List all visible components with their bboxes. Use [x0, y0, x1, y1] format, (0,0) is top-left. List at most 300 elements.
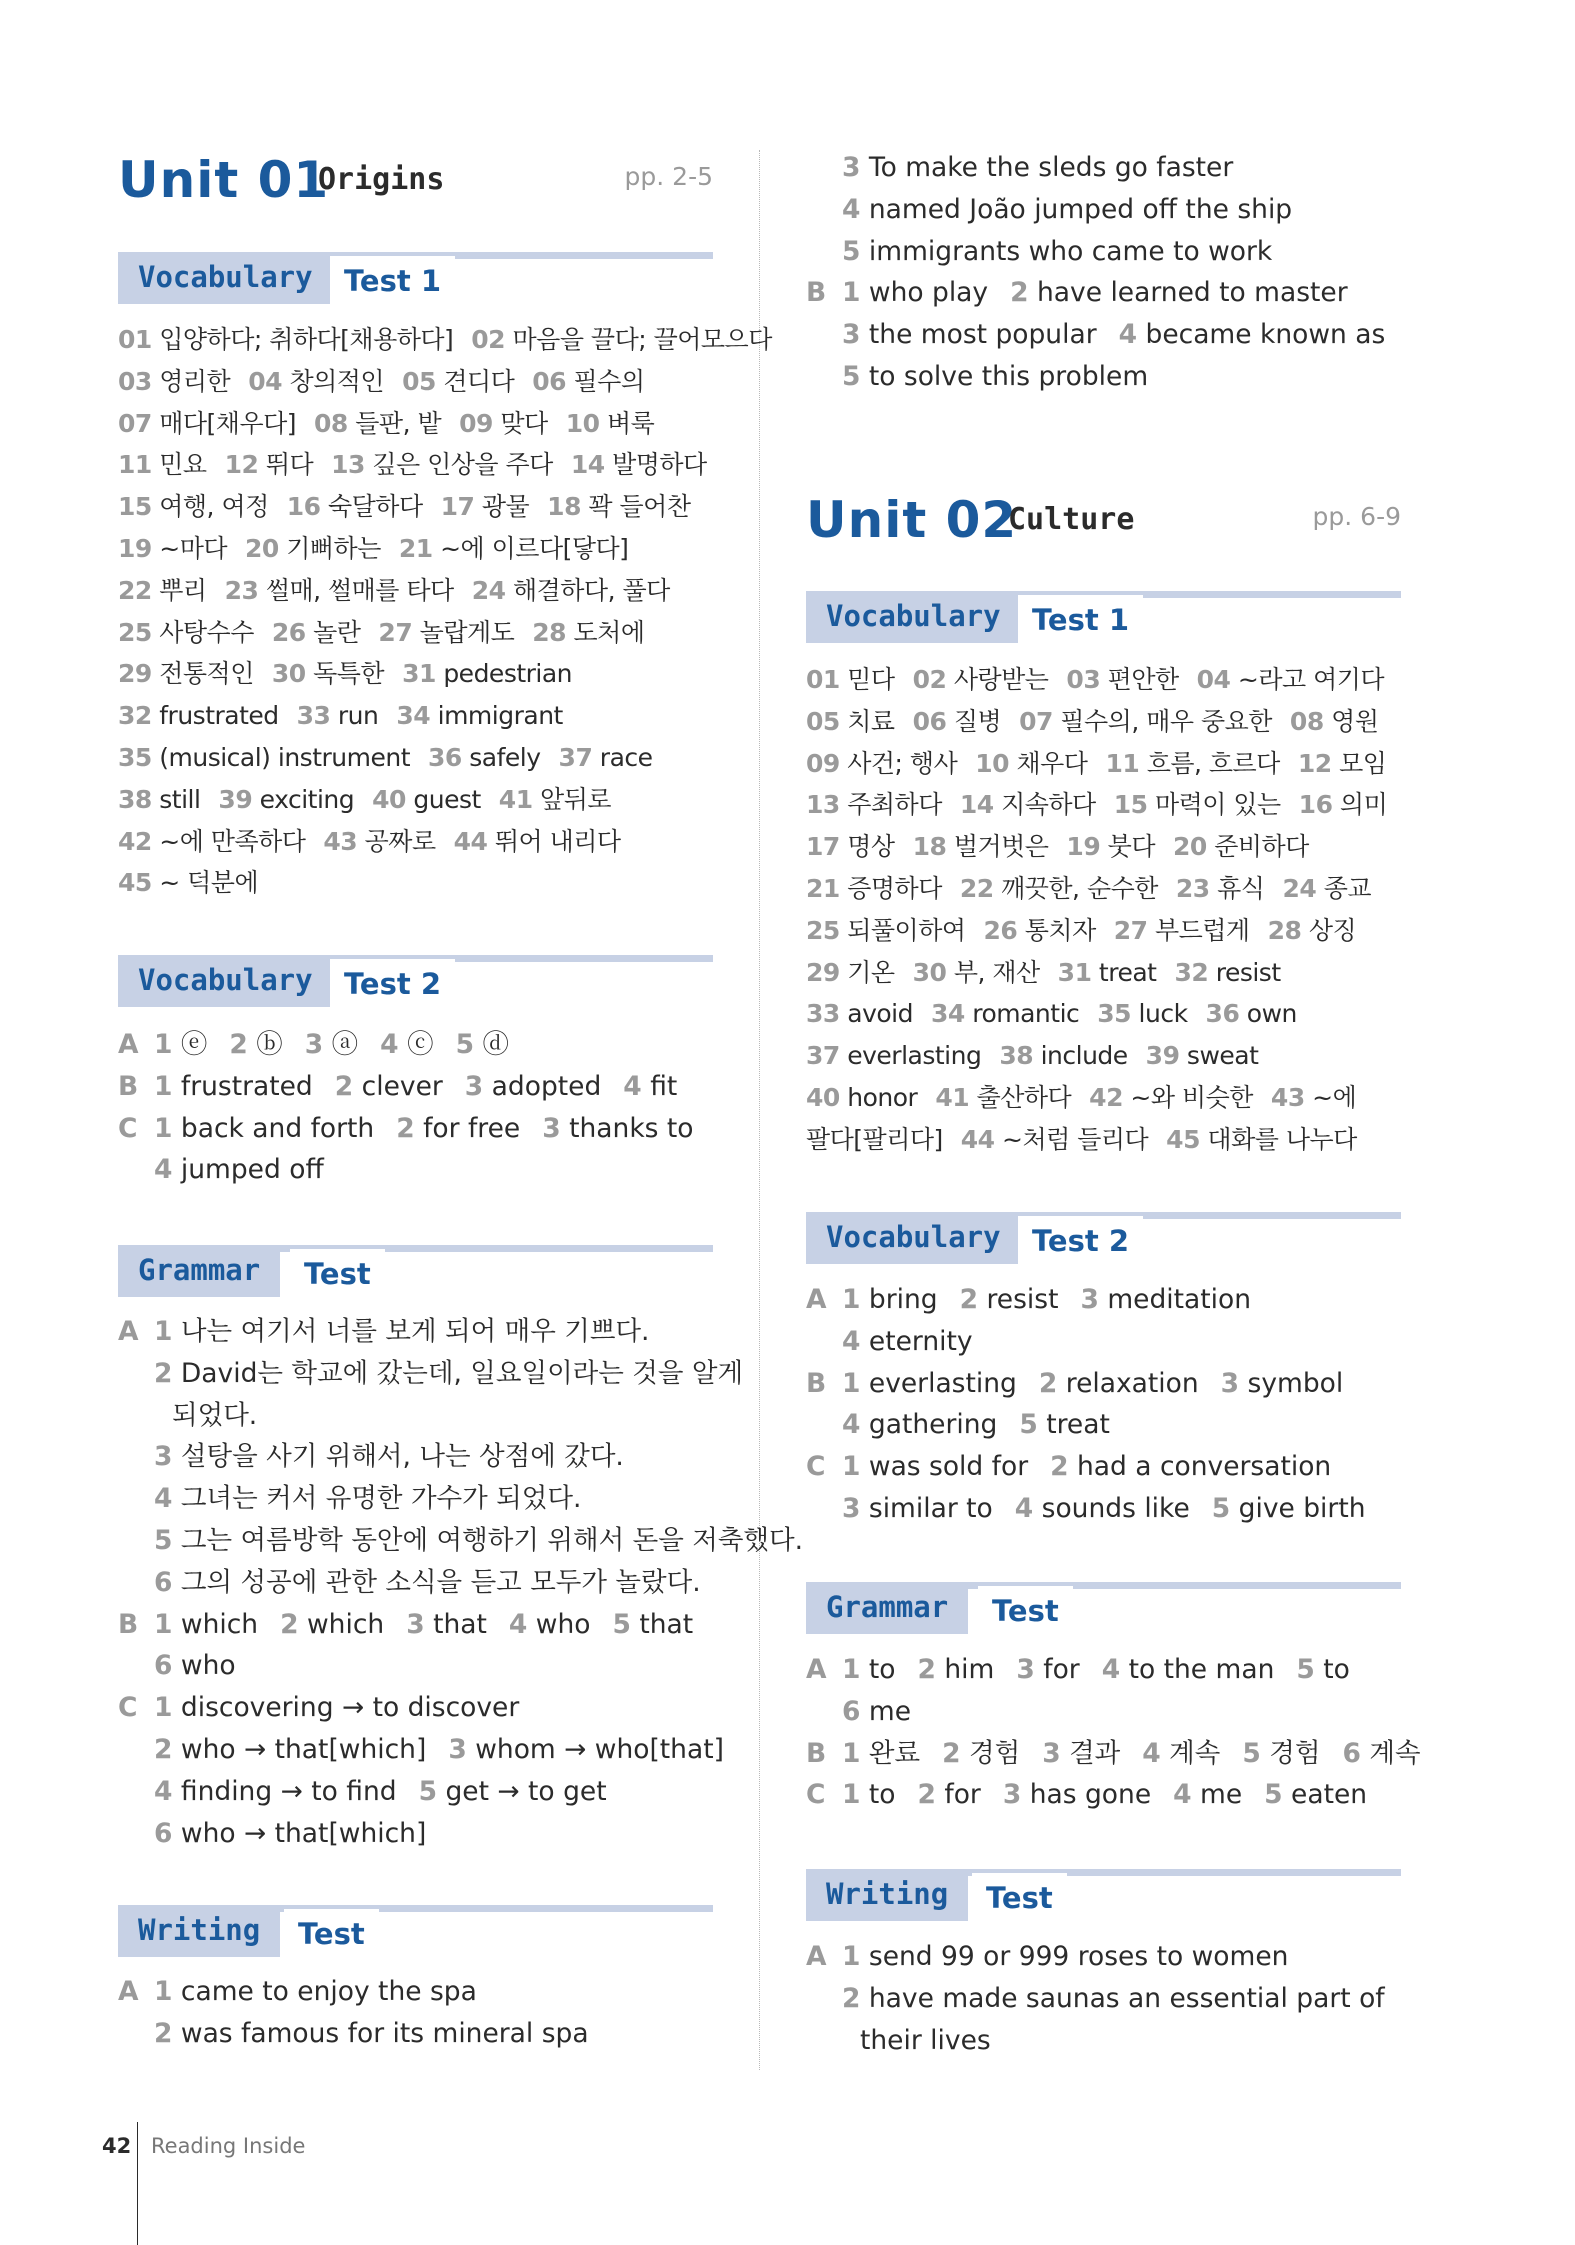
answer-line — [806, 993, 1406, 1035]
item-text: everlasting — [868, 1367, 1017, 1399]
item-text: adopted — [491, 1070, 602, 1102]
answer-list — [118, 1311, 804, 1854]
item-text: treat — [1046, 1409, 1110, 1441]
unit-title: Unit 02 — [806, 491, 1018, 549]
answer-item — [335, 1071, 443, 1102]
answer-line — [806, 231, 1406, 273]
answer-item — [1097, 999, 1187, 1028]
item-number: 5 — [842, 235, 861, 267]
item-text: still — [159, 784, 201, 814]
answer-item — [960, 874, 1158, 903]
item-number: 43 — [323, 826, 358, 856]
item-text: 질병 — [953, 706, 1002, 736]
answer-line — [806, 826, 1406, 868]
answer-item — [806, 958, 895, 987]
item-text: ~라고 여기다 — [1237, 665, 1385, 694]
answer-item — [118, 409, 296, 438]
item-text: everlasting — [847, 1041, 982, 1071]
answer-item — [842, 1326, 973, 1357]
item-text: 썰매, 썰매를 타다 — [265, 575, 454, 605]
answer-item — [248, 367, 384, 396]
item-number: 5 — [455, 1029, 475, 1060]
item-number: 2 — [1038, 1367, 1058, 1399]
answer-item — [1290, 707, 1379, 736]
answer-line — [118, 1353, 744, 1395]
answer-item — [154, 1692, 519, 1723]
section-letter: C — [118, 1692, 138, 1724]
answer-item — [532, 367, 644, 396]
answer-item — [154, 1567, 701, 1598]
answer-list — [118, 1024, 718, 1191]
answer-item — [1089, 1083, 1253, 1112]
item-number: 2 — [917, 1779, 936, 1811]
answer-item — [509, 1609, 591, 1640]
answer-item — [1142, 1738, 1220, 1769]
item-number: 39 — [218, 784, 253, 814]
answer-line — [806, 952, 1406, 994]
answer-item — [454, 827, 621, 856]
section-label: Vocabulary — [806, 1212, 1021, 1264]
section-letter: C — [806, 1451, 826, 1483]
item-number: 6 — [154, 1817, 173, 1849]
answer-line — [806, 1488, 1406, 1530]
item-text: 흐름, 흐르다 — [1146, 748, 1280, 778]
unit-header — [806, 490, 1401, 560]
unit-header — [118, 150, 713, 220]
item-number: 4 — [842, 193, 861, 225]
item-number: 19 — [118, 533, 152, 563]
item-text: 출산하다 — [976, 1082, 1072, 1112]
item-text: guest — [413, 784, 481, 814]
answer-item — [806, 999, 913, 1028]
answer-item — [396, 701, 562, 730]
answer-line — [118, 1562, 718, 1604]
item-text: 계속 — [1369, 1737, 1421, 1769]
section-label: Writing — [806, 1869, 968, 1921]
item-number: 12 — [1297, 748, 1332, 778]
item-number: 04 — [248, 366, 282, 396]
item-text: was famous for its mineral spa — [180, 2017, 589, 2049]
answer-item — [842, 1941, 1288, 1972]
answer-item — [1015, 1493, 1190, 1524]
item-number: 11 — [118, 450, 152, 480]
item-number: 36 — [428, 742, 462, 772]
answer-item — [118, 785, 200, 814]
item-text: resist — [1215, 957, 1281, 987]
answer-item — [154, 1776, 397, 1807]
item-text: 사탕수수 — [159, 617, 254, 647]
item-number: 12 — [224, 450, 259, 480]
answer-item — [842, 1983, 1385, 2014]
item-text: fit — [650, 1070, 678, 1102]
item-text: 숙달하다 — [328, 492, 423, 522]
item-text: the most popular — [868, 319, 1097, 351]
answer-item — [118, 534, 227, 563]
item-text: ⓒ — [407, 1029, 434, 1060]
answer-line — [806, 1035, 1406, 1077]
item-text: 발명하다 — [612, 450, 707, 480]
item-number: 1 — [154, 1976, 173, 2007]
item-text: 준비하다 — [1214, 832, 1309, 862]
answer-item — [806, 916, 966, 945]
answer-line — [118, 1436, 718, 1478]
item-text: 기온 — [847, 957, 895, 987]
answer-line — [806, 272, 1406, 314]
item-number: 15 — [1113, 790, 1148, 820]
item-text: frustrated — [159, 701, 279, 731]
answer-item — [280, 1609, 384, 1640]
item-number: 10 — [975, 748, 1010, 778]
item-text: 경험 — [1269, 1737, 1321, 1769]
item-number: 09 — [459, 408, 493, 438]
answer-item — [154, 1818, 426, 1849]
item-text: 사건; 행사 — [847, 748, 958, 778]
item-number: 14 — [959, 790, 994, 820]
section-label: Writing — [118, 1905, 280, 1957]
answer-item — [1114, 916, 1250, 945]
item-text: 믿다 — [847, 665, 895, 694]
answer-item — [806, 1083, 917, 1112]
unit-subtitle: Origins — [318, 162, 445, 197]
answer-item — [456, 1029, 509, 1060]
answer-item — [1298, 749, 1387, 778]
answer-item — [1176, 874, 1265, 903]
item-text: 부, 재산 — [953, 957, 1040, 987]
item-text: me — [868, 1695, 912, 1727]
section-letter: B — [806, 1367, 827, 1399]
answer-item — [842, 194, 1292, 225]
item-number: 2 — [959, 1284, 979, 1315]
item-text: David는 학교에 갔는데, 일요일이라는 것을 알게 — [180, 1357, 744, 1389]
answer-line — [806, 1774, 1406, 1816]
item-number: 22 — [959, 873, 994, 903]
answer-item — [913, 832, 1049, 861]
item-number: 5 — [1211, 1492, 1231, 1524]
answer-item — [806, 790, 942, 819]
answer-item — [1221, 1368, 1344, 1399]
item-number: 06 — [532, 366, 567, 396]
item-text: 공짜로 — [364, 826, 436, 856]
answer-line — [806, 2020, 1406, 2062]
answer-item — [378, 618, 514, 647]
item-number: 09 — [806, 748, 840, 778]
section-test-label: Test — [290, 1249, 385, 1297]
item-number: 41 — [935, 1082, 970, 1112]
item-text: back and forth — [180, 1112, 375, 1144]
item-number: 18 — [547, 492, 581, 522]
item-text: 매다[채우다] — [159, 408, 297, 438]
section-letter: B — [806, 1737, 827, 1769]
item-number: 35 — [118, 742, 152, 772]
item-number: 1 — [154, 1112, 173, 1144]
section-header — [806, 1869, 1401, 1921]
answer-item — [918, 1779, 981, 1810]
answer-item — [118, 743, 410, 772]
item-text: 사랑받는 — [953, 665, 1049, 694]
item-number: 3 — [1220, 1367, 1240, 1399]
item-number: 02 — [471, 325, 506, 354]
item-text: frustrated — [180, 1070, 313, 1102]
item-number: 32 — [1174, 957, 1209, 987]
item-number: 4 — [1118, 319, 1138, 351]
answer-item — [960, 1284, 1059, 1315]
item-number: 1 — [842, 1284, 861, 1315]
answer-line — [806, 1321, 1406, 1363]
item-text: 견디다 — [443, 366, 515, 396]
item-text: to — [1323, 1654, 1350, 1685]
item-text: (musical) instrument — [159, 742, 411, 772]
item-text: ~마다 — [159, 533, 227, 563]
answer-item — [623, 1071, 677, 1102]
item-text: give birth — [1238, 1492, 1366, 1524]
answer-line — [806, 1446, 1406, 1488]
item-text: 상징 — [1308, 915, 1357, 945]
item-text: their lives — [860, 2024, 991, 2056]
item-text: ⓔ — [180, 1029, 208, 1060]
section-header — [806, 591, 1401, 643]
answer-item — [842, 1368, 1017, 1399]
answer-item — [532, 618, 644, 647]
item-number: 14 — [570, 450, 605, 480]
answer-line — [806, 743, 1406, 785]
answer-line — [806, 314, 1406, 356]
item-text: 기뻐하는 — [286, 533, 381, 563]
item-number: 3 — [406, 1608, 425, 1640]
item-number: 3 — [448, 1733, 467, 1765]
answer-item — [441, 492, 530, 521]
answer-line — [806, 659, 1406, 701]
item-number: 25 — [806, 915, 840, 945]
item-text: 도처에 — [573, 617, 645, 647]
answer-item — [118, 325, 453, 354]
item-text: 들판, 밭 — [355, 408, 442, 438]
answer-item — [154, 2018, 589, 2049]
item-number: 13 — [806, 790, 840, 820]
answer-item — [1010, 277, 1348, 308]
item-text: 되었다. — [172, 1399, 258, 1431]
item-number: 4 — [623, 1070, 642, 1102]
item-text: 깊은 인상을 주다 — [372, 450, 553, 480]
item-text: ⓓ — [482, 1029, 509, 1060]
item-text: send 99 or 999 roses to women — [868, 1941, 1289, 1972]
unit-pages: pp. 6-9 — [1312, 502, 1401, 531]
item-text: ~에 — [1312, 1082, 1357, 1112]
answer-item — [571, 450, 707, 479]
item-number: 3 — [1042, 1737, 1061, 1769]
unit-subtitle: Culture — [1008, 502, 1135, 537]
answer-item — [806, 832, 895, 861]
answer-item — [419, 1776, 607, 1807]
section-test-label: Test 1 — [330, 256, 455, 304]
item-number: 05 — [402, 366, 436, 396]
answer-line — [806, 1691, 1406, 1733]
item-text: 나는 여기서 너를 보게 되어 매우 기쁘다. — [180, 1316, 650, 1347]
item-text: ⓑ — [256, 1029, 283, 1060]
answer-item — [1173, 1779, 1242, 1810]
answer-item — [118, 701, 279, 730]
item-number: 34 — [930, 999, 965, 1029]
item-text: have learned to master — [1037, 277, 1348, 309]
item-text: who → that[which] — [180, 1733, 427, 1765]
answer-item — [1197, 665, 1384, 694]
item-number: 5 — [1019, 1409, 1038, 1441]
item-text: 창의적인 — [289, 366, 385, 396]
answer-item — [399, 534, 629, 563]
item-text: ⓐ — [331, 1029, 359, 1060]
answer-item — [1212, 1493, 1366, 1524]
answer-item — [154, 1609, 258, 1640]
item-text: honor — [847, 1082, 918, 1112]
answer-item — [172, 1400, 257, 1431]
item-text: whom → who[that] — [475, 1733, 724, 1765]
item-text: 모임 — [1339, 748, 1387, 778]
answer-item — [806, 749, 957, 778]
answer-line — [118, 1645, 718, 1687]
section-test-label: Test 1 — [1018, 595, 1143, 643]
item-text: immigrant — [437, 701, 563, 731]
answer-item — [1242, 1738, 1320, 1769]
answer-list — [806, 1279, 1406, 1530]
answer-item — [287, 492, 423, 521]
item-text: 영리한 — [159, 366, 231, 396]
item-text: which — [306, 1608, 385, 1640]
answer-item — [842, 1738, 920, 1769]
item-text: luck — [1138, 999, 1188, 1029]
item-text: sweat — [1186, 1041, 1259, 1071]
answer-item — [472, 576, 670, 605]
answer-item — [1166, 1125, 1357, 1154]
answer-item — [842, 1409, 997, 1440]
answer-item — [1066, 665, 1178, 694]
section-letter: A — [806, 1284, 827, 1315]
answer-item — [297, 701, 379, 730]
item-number: 5 — [154, 1524, 173, 1556]
item-text: 민요 — [159, 450, 207, 480]
item-number: 31 — [402, 659, 436, 689]
answer-item — [1066, 832, 1155, 861]
item-text: 완료 — [868, 1737, 921, 1769]
item-number: 32 — [118, 701, 152, 731]
item-text: had a conversation — [1077, 1451, 1332, 1483]
item-number: 44 — [960, 1124, 995, 1154]
answer-item — [1003, 1779, 1151, 1810]
item-text: meditation — [1107, 1284, 1252, 1315]
item-text: 증명하다 — [847, 873, 942, 903]
item-number: 21 — [806, 873, 840, 903]
answer-line — [806, 1649, 1406, 1691]
answer-item — [118, 367, 230, 396]
item-number: 24 — [1282, 873, 1317, 903]
answer-item — [1268, 916, 1357, 945]
answer-item — [961, 1125, 1148, 1154]
section-header — [118, 955, 713, 1007]
item-number: 2 — [942, 1737, 961, 1769]
section-letter: B — [806, 277, 827, 309]
item-number: 1 — [154, 1070, 173, 1102]
item-number: 1 — [154, 1608, 173, 1640]
item-number: 4 — [154, 1483, 173, 1515]
item-number: 4 — [842, 1325, 861, 1357]
item-number: 3 — [1016, 1654, 1035, 1685]
item-text: who play — [868, 277, 989, 309]
answer-item — [999, 1041, 1127, 1070]
answer-item — [842, 361, 1148, 392]
item-number: 05 — [806, 706, 840, 736]
answer-item — [1080, 1284, 1251, 1315]
item-text: became known as — [1145, 319, 1386, 351]
item-text: 통치자 — [1024, 915, 1096, 945]
answer-line — [806, 1978, 1406, 2020]
answer-item — [402, 367, 514, 396]
item-text: eaten — [1291, 1779, 1368, 1811]
answer-item — [459, 409, 548, 438]
item-number: 5 — [1296, 1654, 1315, 1685]
item-text: jumped off — [180, 1154, 324, 1186]
item-text: have made saunas an essential part of — [868, 1982, 1385, 2014]
item-number: 5 — [1264, 1779, 1283, 1811]
answer-item — [154, 1483, 581, 1514]
item-text: bring — [868, 1284, 938, 1315]
item-number: 16 — [1298, 790, 1333, 820]
item-number: 25 — [118, 617, 152, 647]
answer-item — [154, 1113, 374, 1144]
item-number: 30 — [912, 957, 947, 987]
answer-item — [1174, 958, 1280, 987]
item-number: 1 — [154, 1692, 173, 1724]
item-text: 대화를 나누다 — [1207, 1124, 1357, 1154]
item-text: race — [599, 742, 653, 772]
item-text: run — [337, 701, 379, 731]
answer-line — [806, 868, 1406, 910]
section-letter: A — [118, 1029, 139, 1060]
answer-line — [118, 444, 718, 486]
item-number: 28 — [1267, 915, 1302, 945]
answer-line — [118, 361, 718, 403]
answer-line — [806, 1363, 1406, 1405]
section-letter: C — [118, 1112, 138, 1144]
continued-answer-list — [806, 147, 1406, 398]
item-text: 놀랍게도 — [419, 617, 515, 647]
item-text: 그는 여름방학 동안에 여행하기 위해서 돈을 저축했다. — [180, 1524, 804, 1556]
item-number: 4 — [1142, 1737, 1161, 1769]
answer-item — [1058, 958, 1157, 987]
answer-item — [499, 785, 611, 814]
answer-line — [806, 784, 1406, 826]
item-text: me — [1200, 1779, 1243, 1811]
item-number: 29 — [118, 659, 152, 689]
item-number: 4 — [1173, 1779, 1192, 1811]
item-text: romantic — [972, 999, 1080, 1029]
answer-item — [118, 659, 254, 688]
answer-line — [118, 695, 718, 737]
item-text: for free — [423, 1112, 521, 1144]
answer-item — [272, 618, 361, 647]
item-number: 27 — [1113, 915, 1148, 945]
item-number: 33 — [806, 999, 840, 1029]
answer-item — [154, 1976, 477, 2007]
answer-item — [1102, 1654, 1275, 1685]
item-number: 5 — [418, 1775, 438, 1807]
answer-item — [154, 1316, 649, 1347]
answer-line — [806, 147, 1406, 189]
answer-item — [913, 665, 1049, 694]
item-number: 15 — [118, 492, 152, 522]
answer-item — [942, 1738, 1020, 1769]
item-text: sounds like — [1041, 1492, 1190, 1524]
item-number: 37 — [558, 742, 593, 772]
answer-item — [1299, 790, 1388, 819]
answer-item — [1042, 1738, 1120, 1769]
